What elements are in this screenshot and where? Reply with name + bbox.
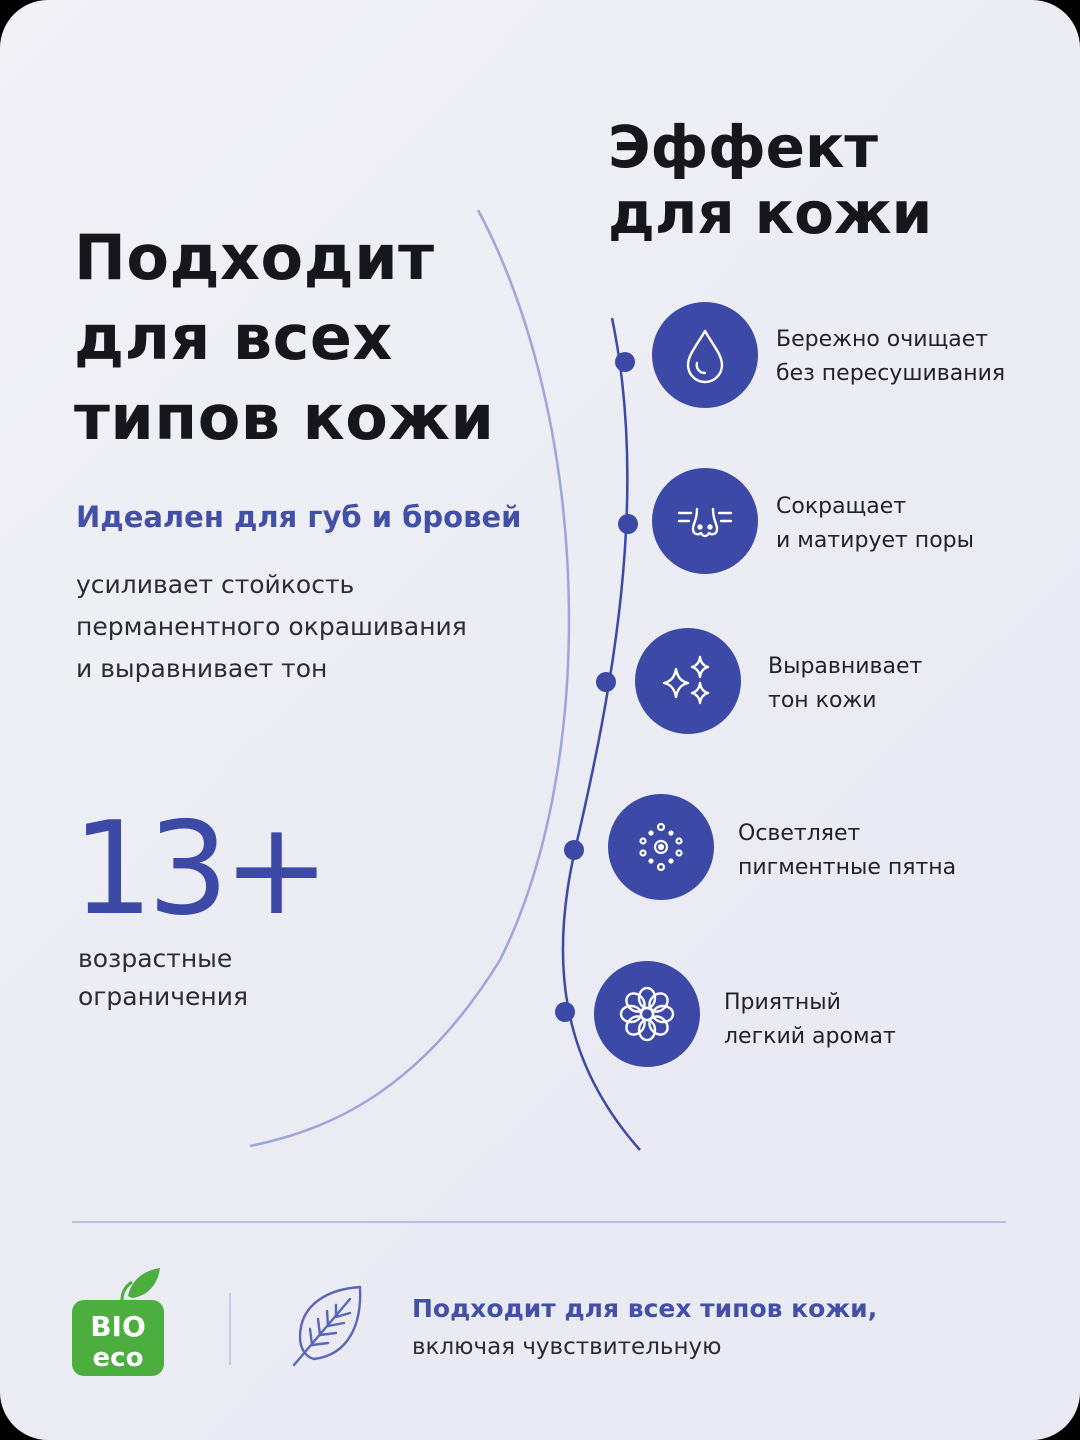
caption-line: возрастные — [78, 944, 233, 973]
feature-line: пигментные пятна — [738, 855, 957, 880]
description-line: перманентного окрашивания — [76, 612, 467, 641]
footer-divider — [72, 1221, 1006, 1223]
feature-line: Осветляет — [738, 821, 861, 846]
heading-line: Эффект — [608, 113, 878, 181]
timeline-dot — [555, 1002, 575, 1022]
heading-line: типов кожи — [74, 381, 495, 454]
age-limit-number: 13+ — [72, 795, 325, 944]
feature-line: легкий аромат — [724, 1024, 896, 1049]
feature-line: без пересушивания — [776, 361, 1006, 386]
feature-line: Выравнивает — [768, 654, 923, 679]
pigment-spots-icon — [608, 794, 714, 900]
footer-vertical-divider — [229, 1293, 231, 1365]
logo-text-eco: eco — [92, 1343, 144, 1373]
footer-sub-text: включая чувствительную — [412, 1334, 722, 1360]
description — [76, 564, 546, 690]
heading-line: для всех — [74, 301, 393, 374]
water-drop-icon — [652, 302, 758, 408]
timeline-dot — [564, 840, 584, 860]
feature-line: Бережно очищает — [776, 327, 989, 352]
pores-icon — [652, 468, 758, 574]
description-line: и выравнивает тон — [76, 654, 328, 683]
flower-icon — [594, 961, 700, 1067]
footer-accent-text: Подходит для всех типов кожи, — [412, 1294, 878, 1323]
feature-line: тон кожи — [768, 688, 877, 713]
bio-eco-logo — [70, 1266, 166, 1378]
logo-text-bio: BIO — [90, 1310, 146, 1343]
feature-line: Сокращает — [776, 494, 907, 519]
feature-line: и матирует поры — [776, 528, 974, 553]
sparkles-icon — [635, 628, 741, 734]
caption-line: ограничения — [78, 982, 248, 1011]
accent-subtitle: Идеален для губ и бровей — [76, 500, 522, 534]
timeline-dot — [596, 672, 616, 692]
heading-line: Подходит — [74, 221, 435, 294]
feature-line: Приятный — [724, 990, 841, 1015]
effects-heading — [608, 114, 932, 246]
timeline-dot — [618, 514, 638, 534]
timeline-dot — [615, 352, 635, 372]
heading-line: для кожи — [608, 179, 933, 247]
age-limit-caption — [78, 940, 338, 1016]
description-line: усиливает стойкость — [76, 570, 355, 599]
leaf-icon — [290, 1283, 366, 1369]
main-heading — [74, 218, 494, 458]
